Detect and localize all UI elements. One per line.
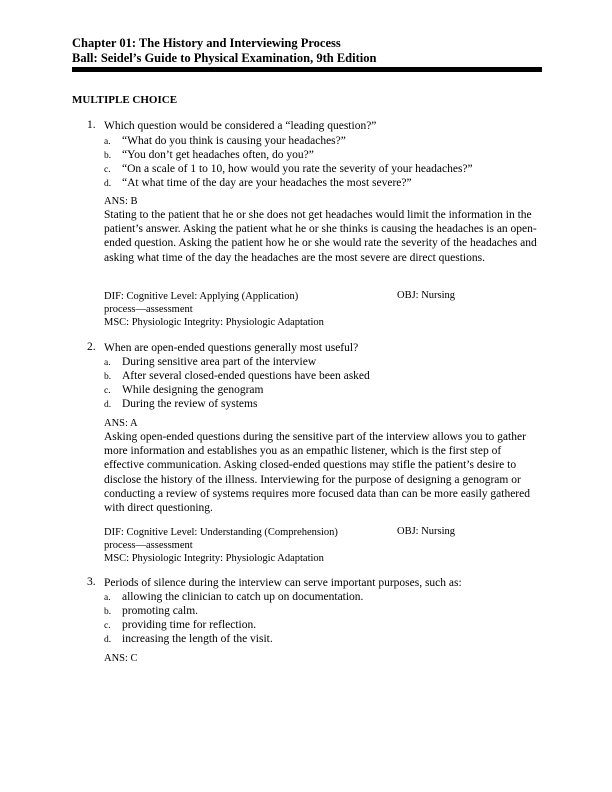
option-letter: a. bbox=[104, 137, 111, 147]
option-letter: d. bbox=[104, 179, 112, 189]
option-text: “At what time of the day are your headaches the most severe?” bbox=[122, 177, 412, 189]
option-letter: b. bbox=[104, 151, 112, 161]
option-text: After several closed-ended questions have been asked bbox=[122, 370, 370, 382]
option-text: increasing the length of the visit. bbox=[122, 633, 273, 645]
question-stem: Which question would be considered a “leading question?” bbox=[104, 120, 377, 132]
option-text: “What do you think is causing your headaches?” bbox=[122, 135, 346, 147]
option-b bbox=[104, 604, 544, 619]
rationale: Asking open-ended questions during the sensitive part of the interview allows you to gather more information and establishes you as an empathic listener, which is the first step of effective communication. Asking closed-ended questions may stifle the patient’s desire to disclose the history of the illness. Interviewing for the purpose of designing a genogram or conducting a review of systems requires more focused data than can be more easily gathered with direct questioning. bbox=[104, 431, 530, 515]
question-number: 1. bbox=[87, 119, 96, 131]
option-letter: b. bbox=[104, 372, 112, 382]
header-rule bbox=[72, 67, 542, 72]
option-letter: c. bbox=[104, 165, 111, 175]
process: process—assessment bbox=[104, 304, 193, 315]
option-letter: a. bbox=[104, 593, 111, 603]
option-text: providing time for reflection. bbox=[122, 619, 257, 631]
option-d bbox=[104, 397, 544, 412]
option-letter: c. bbox=[104, 386, 111, 396]
option-text: During sensitive area part of the interview bbox=[122, 356, 317, 368]
objective: OBJ: Nursing bbox=[397, 290, 456, 301]
answer: ANS: A bbox=[104, 418, 138, 429]
difficulty: DIF: Cognitive Level: Applying (Application) bbox=[104, 291, 299, 302]
option-text: promoting calm. bbox=[122, 605, 199, 617]
option-b bbox=[104, 369, 544, 384]
process: process—assessment bbox=[104, 540, 193, 551]
option-c bbox=[104, 162, 544, 177]
objective: OBJ: Nursing bbox=[397, 526, 456, 537]
option-a bbox=[104, 355, 544, 370]
question-number: 3. bbox=[87, 576, 96, 588]
difficulty: DIF: Cognitive Level: Understanding (Comprehension) bbox=[104, 527, 338, 538]
option-text: “You don’t get headaches often, do you?” bbox=[122, 149, 314, 161]
msc: MSC: Physiologic Integrity: Physiologic Adaptation bbox=[104, 553, 324, 564]
option-letter: b. bbox=[104, 607, 112, 617]
option-c bbox=[104, 618, 544, 633]
option-c bbox=[104, 383, 544, 398]
chapter-title: Chapter 01: The History and Interviewing Process bbox=[72, 36, 341, 50]
question-stem: When are open-ended questions generally most useful? bbox=[104, 342, 359, 354]
section-title: MULTIPLE CHOICE bbox=[72, 94, 178, 106]
option-letter: a. bbox=[104, 358, 111, 368]
option-text: allowing the clinician to catch up on documentation. bbox=[122, 591, 364, 603]
option-text: While designing the genogram bbox=[122, 384, 264, 396]
option-letter: c. bbox=[104, 621, 111, 631]
option-b bbox=[104, 148, 544, 163]
book-title: Ball: Seidel’s Guide to Physical Examination, 9th Edition bbox=[72, 51, 377, 65]
option-letter: d. bbox=[104, 400, 112, 410]
option-d bbox=[104, 176, 544, 191]
question-number: 2. bbox=[87, 341, 96, 353]
option-a bbox=[104, 590, 544, 605]
option-text: “On a scale of 1 to 10, how would you rate the severity of your headaches?” bbox=[122, 163, 473, 175]
option-text: During the review of systems bbox=[122, 398, 258, 410]
msc: MSC: Physiologic Integrity: Physiologic Adaptation bbox=[104, 317, 324, 328]
option-d bbox=[104, 632, 544, 647]
option-letter: d. bbox=[104, 635, 112, 645]
rationale: Stating to the patient that he or she does not get headaches would limit the information in the patient’s answer. Asking the patient what he or she thinks is causing the headaches is an open-ended question. Asking the patient how he or she would rate the severity of the headaches and asking what time of the day the headaches are the most severe are direct questions. bbox=[104, 209, 537, 264]
option-a bbox=[104, 134, 544, 149]
document-header bbox=[72, 36, 542, 66]
answer: ANS: B bbox=[104, 196, 138, 207]
answer: ANS: C bbox=[104, 653, 138, 664]
question-stem: Periods of silence during the interview can serve important purposes, such as: bbox=[104, 577, 462, 589]
